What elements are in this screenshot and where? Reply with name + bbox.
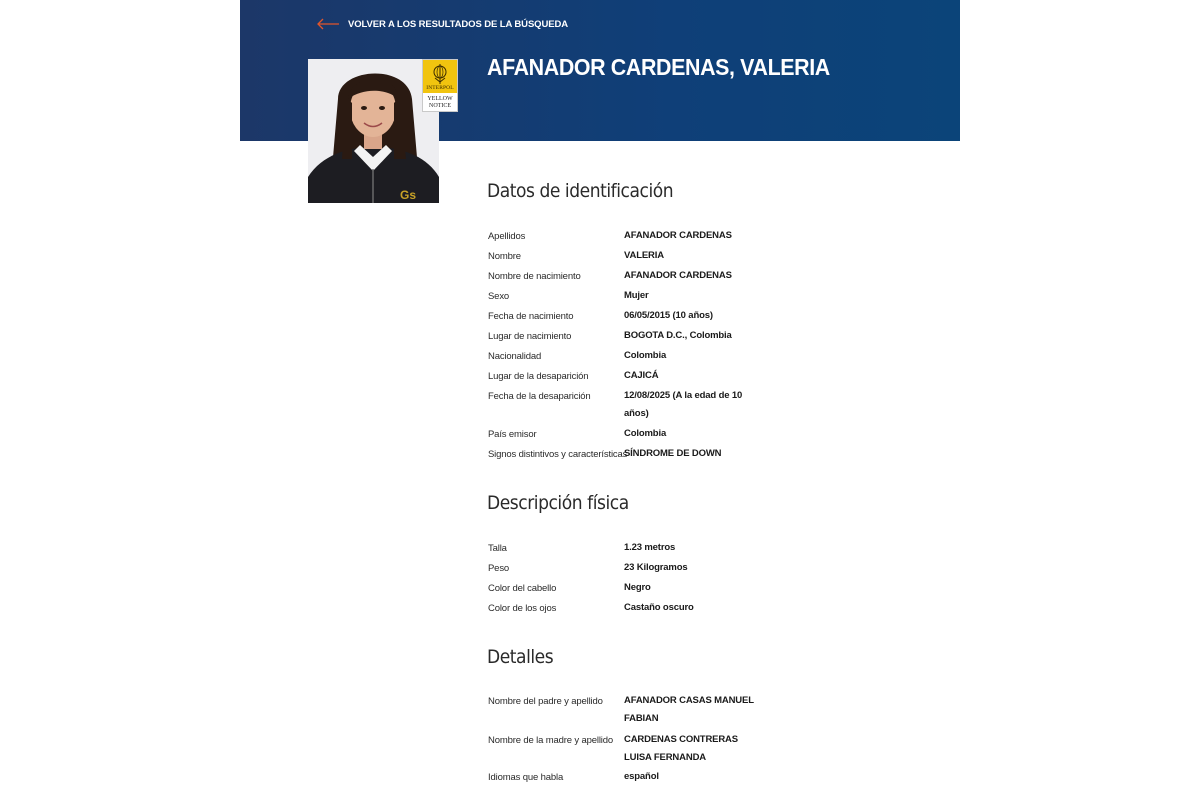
svg-text:Gs: Gs [400,188,417,202]
field-value: 12/08/2025 (A la edad de 10 años) [624,390,743,419]
field-label: Nombre de la madre y apellido [488,735,614,746]
field-label: Sexo [488,291,510,302]
field-label: Nombre del padre y apellido [488,696,603,707]
portrait-image [308,59,439,203]
field-label: Signos distintivos y características [488,449,628,460]
field-value: Colombia [624,350,667,361]
field-value: Castaño oscuro [624,602,694,613]
section-title-physical: Descripción física [487,492,629,514]
field-label: Lugar de la desaparición [488,371,589,382]
field-label: Talla [488,543,507,554]
field-value: SÍNDROME DE DOWN [624,448,722,459]
field-value: CARDENAS CONTRERAS LUISA FERNANDA [624,734,738,763]
badge-brand-text: INTERPOL [426,85,454,91]
field-label: Fecha de nacimiento [488,311,574,322]
badge-type-line-1: YELLOW [427,96,453,102]
field-label: Color de los ojos [488,603,557,614]
badge-yellow-panel [423,60,457,93]
field-value: 1.23 metros [624,542,676,553]
yellow-notice-badge [422,59,458,112]
field-value: Mujer [624,290,649,301]
section-title-details: Detalles [487,646,554,668]
back-to-results-link[interactable] [316,17,568,31]
field-value: Negro [624,582,651,593]
field-value: 06/05/2015 (10 años) [624,310,713,321]
field-label: País emisor [488,429,537,440]
interpol-emblem-icon [432,63,448,85]
person-photo [308,59,439,203]
person-name-title: AFANADOR CARDENAS, VALERIA [487,54,830,80]
field-value: VALERIA [624,250,664,261]
field-label: Nombre [488,251,521,262]
badge-type-text [423,96,457,110]
field-value: AFANADOR CASAS MANUEL FABIAN [624,695,754,724]
field-value: BOGOTA D.C., Colombia [624,330,732,341]
field-value: español [624,771,659,782]
field-label: Color del cabello [488,583,557,594]
badge-type-line-2: NOTICE [429,103,451,109]
field-value: AFANADOR CARDENAS [624,270,732,281]
field-value: 23 Kilogramos [624,562,688,573]
field-label: Apellidos [488,231,526,242]
field-label: Peso [488,563,510,574]
field-value: AFANADOR CARDENAS [624,230,732,241]
field-label: Idiomas que habla [488,772,564,783]
back-link-label: VOLVER A LOS RESULTADOS DE LA BÚSQUEDA [348,18,568,30]
field-value: Colombia [624,428,667,439]
field-value: CAJICÁ [624,370,659,381]
field-label: Fecha de la desaparición [488,391,591,402]
arrow-left-icon [316,17,340,31]
field-label: Nacionalidad [488,351,542,362]
field-label: Nombre de nacimiento [488,271,581,282]
field-label: Lugar de nacimiento [488,331,572,342]
section-title-identification: Datos de identificación [487,180,674,202]
